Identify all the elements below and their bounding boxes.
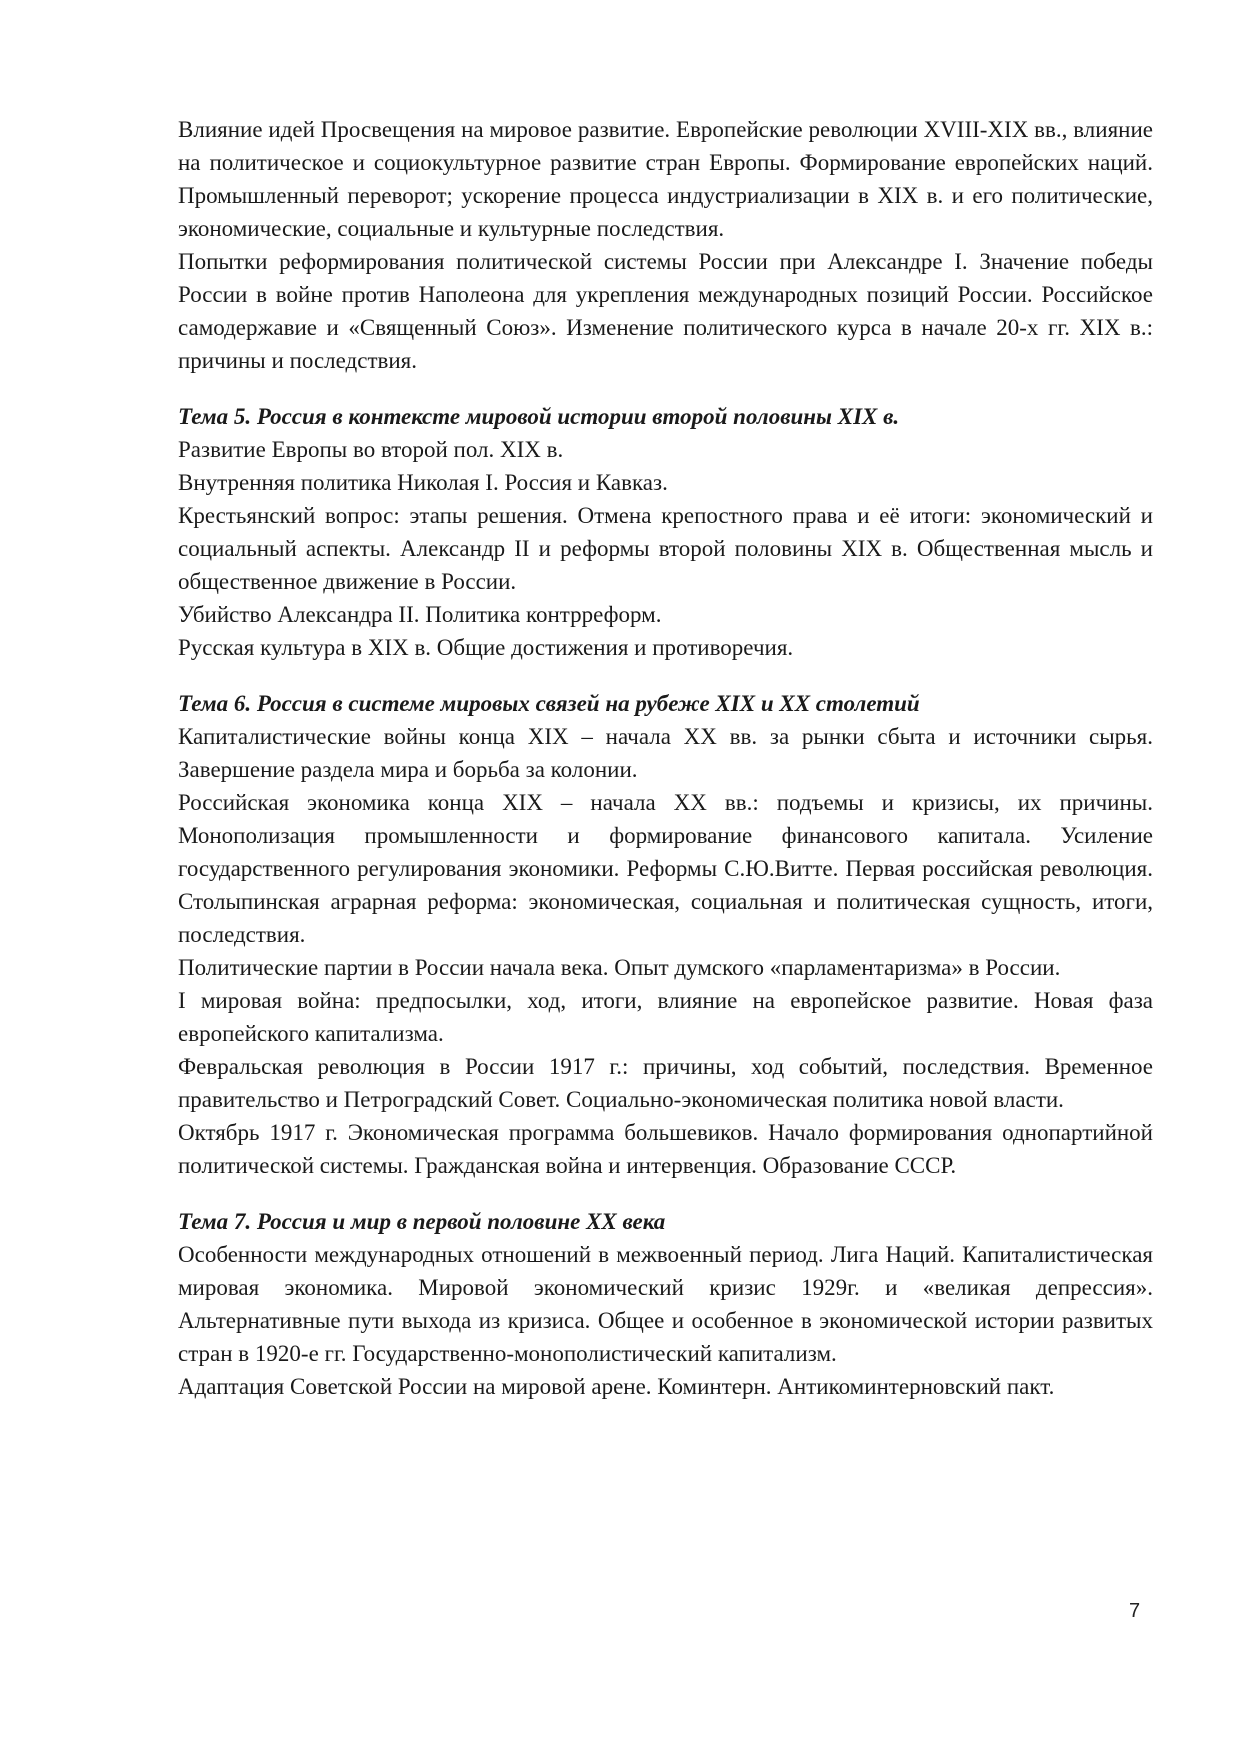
- section-heading-topic-5: Тема 5. Россия в контексте мировой истории второй половины XIX в.: [178, 404, 900, 429]
- section-heading-topic-6: Тема 6. Россия в системе мировых связей на рубеже XIX и XX столетий: [178, 691, 920, 716]
- paragraph: Влияние идей Просвещения на мировое развитие. Европейские революции XVIII-XIX вв., влияние на политическое и социокультурное развитие стран Европы. Формирование европейских наций. Промышленный переворот; ускорение процесса индустриализации в XIX в. и его политические, экономические, социальные и культурные последствия.: [178, 117, 1153, 241]
- paragraph: Убийство Александра II. Политика контрреформ.: [178, 602, 662, 627]
- paragraph: Особенности международных отношений в межвоенный период. Лига Наций. Капиталистическая мировая экономика. Мировой экономический кризис 1929г. и «великая депрессия». Альтернативные пути выхода из кризиса. Общее и особенное в экономической истории развитых стран в 1920-е гг. Государственно-монополистический капитализм.: [178, 1242, 1153, 1366]
- paragraph: I мировая война: предпосылки, ход, итоги, влияние на европейское развитие. Новая фаза европейского капитализма.: [178, 988, 1153, 1046]
- paragraph: Российская экономика конца XIX – начала XX вв.: подъемы и кризисы, их причины. Монополизация промышленности и формирование финансового капитала. Усиление государственного регулирования экономики. Реформы С.Ю.Витте. Первая российская революция. Столыпинская аграрная реформа: экономическая, социальная и политическая сущность, итоги, последствия.: [178, 790, 1153, 947]
- document-page: [178, 113, 1153, 1403]
- paragraph: Развитие Европы во второй пол. XIX в.: [178, 437, 564, 462]
- section-gap: [178, 1182, 1153, 1205]
- section-gap: [178, 664, 1153, 687]
- paragraph: Капиталистические войны конца XIX – начала XX вв. за рынки сбыта и источники сырья. Завершение раздела мира и борьба за колонии.: [178, 724, 1153, 782]
- paragraph: Попытки реформирования политической системы России при Александре I. Значение победы России в войне против Наполеона для укрепления международных позиций России. Российское самодержавие и «Священный Союз». Изменение политического курса в начале 20-х гг. XIX в.: причины и последствия.: [178, 249, 1153, 373]
- section-heading-topic-7: Тема 7. Россия и мир в первой половине XX века: [178, 1209, 666, 1234]
- paragraph: Февральская революция в России 1917 г.: причины, ход событий, последствия. Временное правительство и Петроградский Совет. Социально-экономическая политика новой власти.: [178, 1054, 1153, 1112]
- section-gap: [178, 377, 1153, 400]
- paragraph: Внутренняя политика Николая I. Россия и Кавказ.: [178, 470, 668, 495]
- paragraph: Политические партии в России начала века. Опыт думского «парламентаризма» в России.: [178, 955, 1061, 980]
- paragraph: Крестьянский вопрос: этапы решения. Отмена крепостного права и её итоги: экономический и социальный аспекты. Александр II и реформы второй половины XIX в. Общественная мысль и общественное движение в России.: [178, 503, 1153, 594]
- paragraph: Октябрь 1917 г. Экономическая программа большевиков. Начало формирования однопартийной политической системы. Гражданская война и интервенция. Образование СССР.: [178, 1120, 1153, 1178]
- paragraph: Русская культура в XIX в. Общие достижения и противоречия.: [178, 635, 794, 660]
- paragraph: Адаптация Советской России на мировой арене. Коминтерн. Антикоминтерновский пакт.: [178, 1374, 1055, 1399]
- page-number: 7: [1129, 1600, 1141, 1622]
